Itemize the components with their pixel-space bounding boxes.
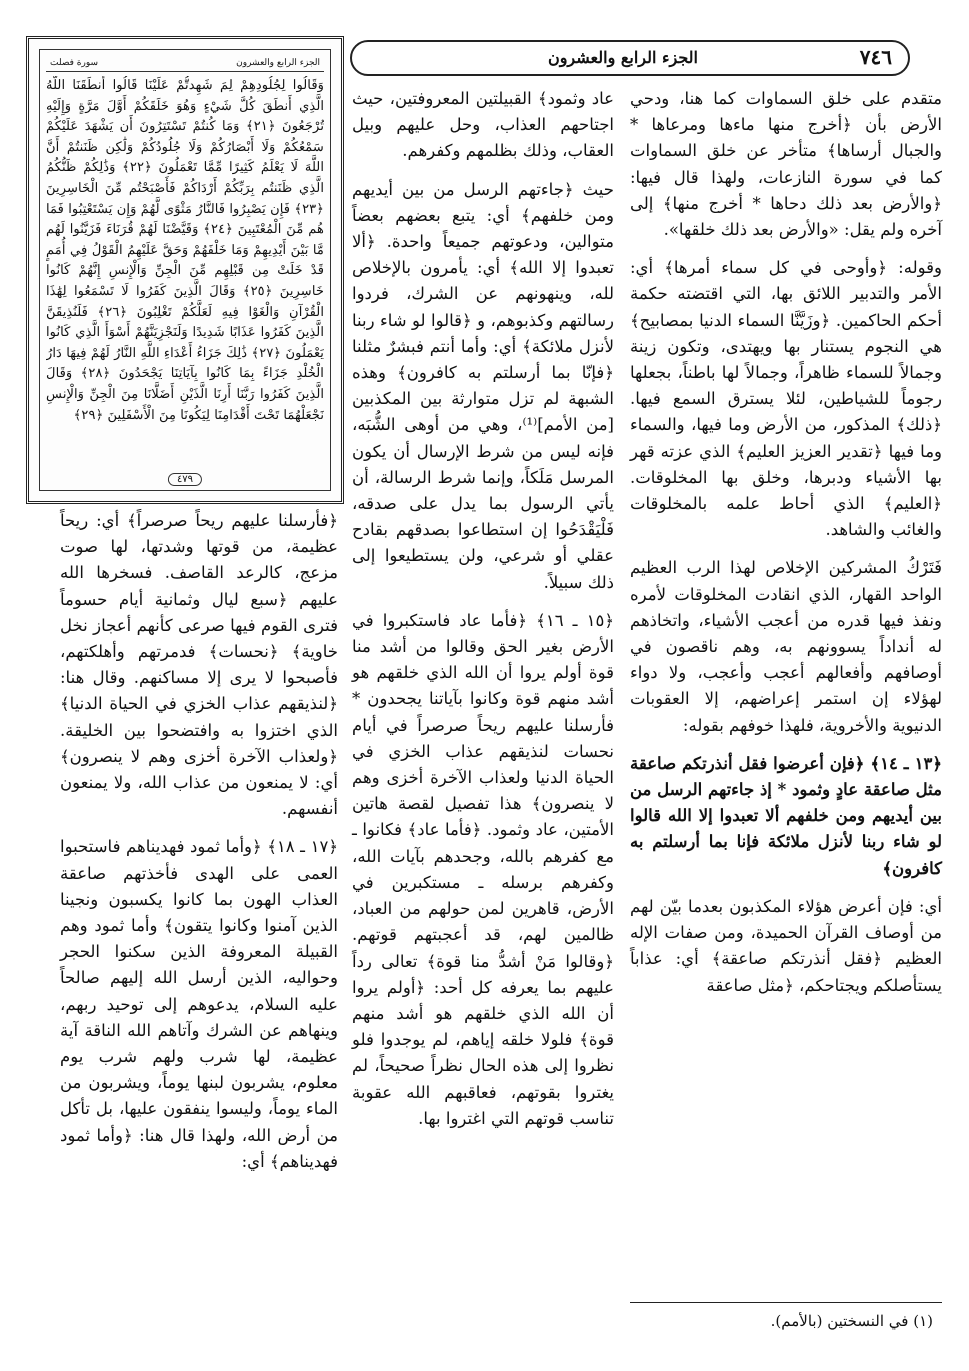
page-header (350, 40, 910, 76)
left-column (60, 508, 338, 1187)
paragraph: متقدم على خلق السماوات كما هنا، ودحي الأرض بأن ﴿أخرج منها ماءها ومرعاها * والجبال أرساها﴾ متأخر عن خلق السماوات كما في سورة النازعات، ولهذا قال فيها: ﴿والأرض بعد ذلك دحاها * أخرج منها﴾ إلى آخره ولم يقل: «والأرض بعد ذلك خلقها». (630, 89, 942, 240)
mushaf-surah-label: سورة فصلت (50, 57, 99, 68)
middle-column (352, 86, 614, 1144)
mushaf-page-number: ٤٧٩ (168, 473, 202, 486)
paragraph: ﴿فأرسلنا عليهم ريحاً صرصراً﴾ أي: ريحاً عظيمة، من قوتها وشدتها، لها صوت مزعج، كالرعد القاصف. فسخرها الله عليهم ﴿سبع ليال وثمانية أيام حسوماً فترى القوم فيها صرعى كأنهم أعجاز نخل خاوية﴾ ﴿نحسات﴾ فدمرتهم وأهلكتهم، فأصبحوا لا يرى إلا مساكنهم. وقال هنا: ﴿لنذيقهم عذاب الخزي في الحياة الدنيا﴾ الذي اختزوا به وافتضحوا بين الخليقة. ﴿ولعذاب الآخرة أخزى وهم لا ينصرون﴾ أي: لا يمنعون من عذاب الله، ولا يمنعون أنفسهم. (60, 511, 338, 819)
paragraph: عاد وثمود﴾ القبيلتين المعروفتين، حيث اجتاحهم العذاب، وحل عليهم وبيل العقاب، وذلك بظلمهم وكفرهم. (352, 89, 614, 161)
paragraph: وقوله: ﴿وأوحى في كل سماء أمرها﴾ أي: الأمر والتدبير اللائق بها، التي اقتضته حكمة أحكم الحاكمين. ﴿وزَيَّنَّا السماء الدنيا بمصابيح﴾ هي النجوم يستنار بها ويهتدى، وتكون زينة وجمالاً للسماء ظاهراً، وجمالاً لها باطناً، بجعلها رجوماً للشياطين، لئلا يسترق السمع فيها. ﴿ذلك﴾ المذكور، من الأرض وما فيها، والسماء وما فيها ﴿تقدير العزيز العليم﴾ الذي عزته قهر بها الأشياء ودبرها، وخلق بها المخلوقات. ﴿العليم﴾ الذي أحاط علمه بالمخلوقات والغائب والشاهد. (630, 258, 942, 540)
mushaf-verses: وَقَالُوا لِجُلُودِهِمْ لِمَ شَهِدتُّمْ عَلَيْنَا قَالُوا أَنطَقَنَا اللَّهُ الَّذِي أَنطَقَ كُلَّ شَيْءٍ وَهُوَ خَلَقَكُمْ أَوَّلَ مَرَّةٍ وَإِلَيْهِ تُرْجَعُونَ ﴿٢١﴾ وَمَا كُنتُمْ تَسْتَتِرُونَ أَن يَشْهَدَ عَلَيْكُمْ سَمْعُكُمْ وَلَا أَبْصَارُكُمْ وَلَا جُلُودُكُمْ وَلَٰكِن ظَنَنتُمْ أَنَّ اللَّهَ لَا يَعْلَمُ كَثِيرًا مِّمَّا تَعْمَلُونَ ﴿٢٢﴾ وَذَٰلِكُمْ ظَنُّكُمُ الَّذِي ظَنَنتُم بِرَبِّكُمْ أَرْدَاكُمْ فَأَصْبَحْتُم مِّنَ الْخَاسِرِينَ ﴿٢٣﴾ فَإِن يَصْبِرُوا فَالنَّارُ مَثْوًى لَّهُمْ وَإِن يَسْتَعْتِبُوا فَمَا هُم مِّنَ الْمُعْتَبِينَ ﴿٢٤﴾ وَقَيَّضْنَا لَهُمْ قُرَنَاءَ فَزَيَّنُوا لَهُم مَّا بَيْنَ أَيْدِيهِمْ وَمَا خَلْفَهُمْ وَحَقَّ عَلَيْهِمُ الْقَوْلُ فِي أُمَمٍ قَدْ خَلَتْ مِن قَبْلِهِم مِّنَ الْجِنِّ وَالْإِنسِ إِنَّهُمْ كَانُوا خَاسِرِينَ ﴿٢٥﴾ وَقَالَ الَّذِينَ كَفَرُوا لَا تَسْمَعُوا لِهَٰذَا الْقُرْآنِ وَالْغَوْا فِيهِ لَعَلَّكُمْ تَغْلِبُونَ ﴿٢٦﴾ فَلَنُذِيقَنَّ الَّذِينَ كَفَرُوا عَذَابًا شَدِيدًا وَلَنَجْزِيَنَّهُمْ أَسْوَأَ الَّذِي كَانُوا يَعْمَلُونَ ﴿٢٧﴾ ذَٰلِكَ جَزَاءُ أَعْدَاءِ اللَّهِ النَّارُ لَهُمْ فِيهَا دَارُ الْخُلْدِ جَزَاءً بِمَا كَانُوا بِآيَاتِنَا يَجْحَدُونَ ﴿٢٨﴾ وَقَالَ الَّذِينَ كَفَرُوا رَبَّنَا أَرِنَا الَّذَيْنِ أَضَلَّانَا مِنَ الْجِنِّ وَالْإِنسِ نَجْعَلْهُمَا تَحْتَ أَقْدَامِنَا لِيَكُونَا مِنَ الْأَسْفَلِينَ ﴿٢٩﴾ (46, 78, 324, 423)
page-number: ٧٤٦ (859, 45, 892, 69)
paragraph: ﴿١٥ ـ ١٦﴾ ﴿فأما عاد فاستكبروا في الأرض بغير الحق وقالوا من أشد منا قوة أولم يروا أن الله الذي خلقهم هو أشد منهم قوة وكانوا بآياتنا يجحدون * فأرسلنا عليهم ريحاً صرصراً في أيام نحسات لنذيقهم عذاب الخزي في الحياة الدنيا ولعذاب الآخرة أخزى وهم لا ينصرون﴾ هذا تفصيل لقصة هاتين الأمتين، عاد وثمود. ﴿فأما عاد﴾ فكانوا ـ مع كفرهم بالله، وجحدهم بآيات الله، وكفرهم برسله ـ مستكبرين في الأرض، قاهرين لمن حولهم من العباد، ظالمين لهم، قد أعجبتهم قوتهم. ﴿وقالوا مَنْ أشدُّ منا قوة﴾ تعالى رداً عليهم بما يعرفه كل أحد: ﴿أولم يروا أن الله الذي خلقهم هو أشد منهم قوة﴾ فلولا خلقه إياهم، لم يوجدوا فلو نظروا إلى هذه الحال نظراً صحيحاً، لم يغتروا بقوتهم، فعاقبهم الله عقوبة تناسب قوتهم التي اغتروا بها. (352, 610, 614, 1128)
verse-heading: ﴿١٣ ـ ١٤﴾ ﴿فإن أعرضوا فقل أنذرتكم صاعقة مثل صاعقة عادٍ وثمود * إذ جاءتهم الرسل من بين أيديهم ومن خلفهم ألا تعبدوا إلا الله قالوا لو شاء ربنا لأنزل ملائكة فإنا بما أرسلتم به كافرون﴾ (630, 753, 942, 878)
paragraph: فَتَرْكُ المشركين الإخلاص لهذا الرب العظيم الواحد القهار، الذي انقادت المخلوقات لأمره ونفذ فيها قدره من أعجب الأشياء، واتخاذهم له أنداداً يسوونهم به، وهم ناقصون في أوصافهم وأفعالهم أعجب وأعجب، ولا دواء لهؤلاء إن استمر إعراضهم، إلا العقوبات الدنيوية والأخروية، فلهذا خوفهم بقوله: (630, 558, 942, 735)
paragraph: ﴿١٧ ـ ١٨﴾ ﴿وأما ثمود فهديناهم فاستحبوا العمى على الهدى فأخذتهم صاعقة العذاب الهون بما كانوا يكسبون ونجينا الذين آمنوا وكانوا يتقون﴾ وأما ثمود وهم القبيلة المعروفة الذين سكنوا الحجر وحواليه، الذين أرسل الله إليهم صالحاً عليه السلام، يدعوهم إلى توحيد ربهم، وينهاهم عن الشرك وآتاهم الله الناقة آية عظيمة، لها شرب ولهم شرب يوم معلوم، يشربون لبنها يوماً، ويشربون من الماء يوماً، وليسوا ينفقون عليها، بل تأكل من أرض الله، ولهذا قال هنا: ﴿وأما ثمود فهديناهم﴾ أي: (60, 837, 338, 1171)
mushaf-juz-label: الجزء الرابع والعشرون (236, 57, 320, 68)
mushaf-excerpt-frame (26, 36, 344, 504)
mushaf-header (46, 54, 324, 72)
paragraph: حيث ﴿جاءتهم الرسل من بين أيديهم ومن خلفهم﴾ أي: يتبع بعضهم بعضاً متوالين، ودعوتهم جميعاً واحدة. ﴿ألا تعبدوا إلا الله﴾ أي: يأمرون بالإخلاص لله، وينهونهم عن الشرك، فردوا رسالتهم وكذبوهم، و ﴿قالوا لو شاء ربنا لأنزل ملائكة﴾ أي: وأما أنتم فبشرٌ مثلنا ﴿فإنّا بما أرسلتم به كافرون﴾ وهذه الشبهة لم تزل متوارثة بين المكذبين [من الأمم]⁽¹⁾، وهي من أوهى الشُّبَه، فإنه ليس من شرط الإرسال أن يكون المرسل مَلَكاً، وإنما شرط الرسالة، أن يأتي الرسول بما يدل على صدقه، فَلْيَقْدَحُوا إن استطاعوا بصدقهم بقادح عقلي أو شرعي، ولن يستطيعوا إلى ذلك سبيلاً. (352, 179, 614, 592)
footnote: (١) في النسختين (بالأمم). (770, 1312, 933, 1330)
juz-title: الجزء الرابع والعشرون (547, 48, 698, 67)
paragraph: أي: فإن أعرض هؤلاء المكذبون بعدما بيّن لهم من أوصاف القرآن الحميدة، ومن صفات الإله العظيم ﴿فقل أنذرتكم صاعقة﴾ أي: عذاباً يستأصلكم ويجتاحكم، ﴿مثل صاعقة (630, 896, 942, 995)
mushaf-inner-border (39, 49, 331, 491)
footnote-divider (630, 1302, 942, 1303)
right-column (630, 86, 942, 1011)
